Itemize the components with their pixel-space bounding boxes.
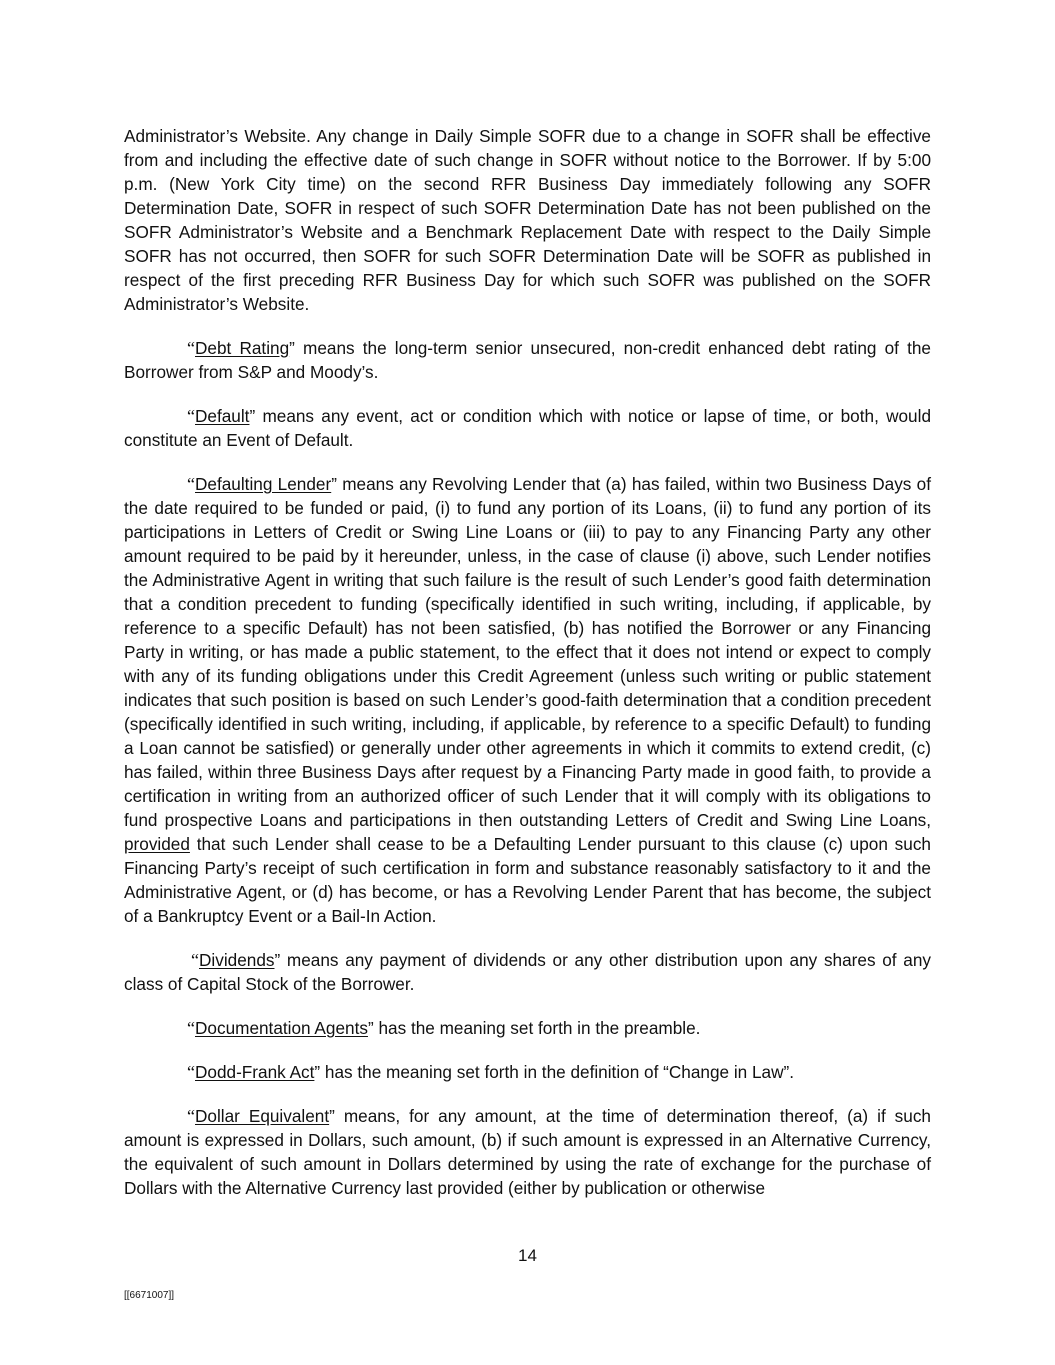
definition-text: ” means the long-term senior unsecured, non-credit enhanced debt rating of the Borrower from S&P and Moody’s.: [124, 338, 931, 382]
definition-documentation-agents: [124, 1016, 931, 1040]
defined-term: Dodd-Frank Act: [195, 1062, 315, 1082]
defined-term: Debt Rating: [195, 338, 290, 358]
definition-text: ” has the meaning set forth in the preamble.: [367, 1018, 701, 1038]
open-quote: “: [187, 406, 195, 426]
defined-term: Dividends: [199, 950, 275, 970]
open-quote: “: [187, 474, 195, 494]
definition-text: ” means any event, act or condition which with notice or lapse of time, or both, would constitute an Event of Default.: [124, 406, 931, 450]
open-quote: “: [187, 1106, 195, 1126]
defined-term: Dollar Equivalent: [195, 1106, 330, 1126]
document-page: [124, 124, 931, 1220]
provided-term: provided: [124, 834, 190, 854]
paragraph-text: Administrator’s Website. Any change in Daily Simple SOFR due to a change in SOFR shall be effective from and including the effective date of such change in SOFR without notice to the Borrower. If by 5:00 p.m. (New York City time) on the second RFR Business Day immediately following any SOFR Determination Date, SOFR in respect of such SOFR Determination Date has not been published on the SOFR Administrator’s Website and a Benchmark Replacement Date with respect to the Daily Simple SOFR has not occurred, then SOFR for such SOFR Determination Date will be SOFR as published in respect of the first preceding RFR Business Day for which such SOFR was published on the SOFR Administrator’s Website.: [124, 126, 931, 314]
defined-term: Documentation Agents: [195, 1018, 368, 1038]
definition-dividends: [124, 948, 931, 996]
definition-default: [124, 404, 931, 452]
defined-term: Defaulting Lender: [195, 474, 332, 494]
definition-text: ” means any Revolving Lender that (a) has failed, within two Business Days of the date required to be funded or paid, (i) to fund any portion of its Loans, (ii) to fund any portion of its participations in Letters of Credit or Swing Line Loans or (iii) to pay to any Financing Party any other amount required to be paid by it hereunder, unless, in the case of clause (i) above, such Lender notifies the Administrative Agent in writing that such failure is the result of such Lender’s good faith determination that a condition precedent to funding (specifically identified in such writing, including, if applicable, by reference to a specific Default) has not been satisfied, (b) has notified the Borrower or any Financing Party in writing, or has made a public statement, to the effect that it does not intend or expect to comply with any of its funding obligations under this Credit Agreement (unless such writing or public statement indicates that such position is based on such Lender’s good-faith determination that a condition precedent (specifically identified in such writing, including, if applicable, by reference to a specific Default) to funding a Loan cannot be satisfied) or generally under other agreements in which it commits to extend credit, (c) has failed, within three Business Days after request by a Financing Party made in good faith, to provide a certification in writing from an authorized officer of such Lender that it will comply with its obligations to fund prospective Loans and participations in then outstanding Letters of Credit and Swing Line Loans,: [124, 474, 932, 830]
page-number: 14: [518, 1246, 537, 1265]
definition-debt-rating: [124, 336, 931, 384]
open-quote: “: [187, 338, 195, 358]
sofr-continuation-paragraph: [124, 124, 931, 316]
definition-dodd-frank-act: [124, 1060, 931, 1084]
open-quote: “: [191, 950, 199, 970]
open-quote: “: [187, 1018, 195, 1038]
definition-text: ” means any payment of dividends or any other distribution upon any shares of any class of Capital Stock of the Borrower.: [124, 950, 931, 994]
definition-text: ” has the meaning set forth in the definition of “Change in Law”.: [314, 1062, 795, 1082]
definition-dollar-equivalent: [124, 1104, 931, 1200]
definition-text: ” means, for any amount, at the time of determination thereof, (a) if such amount is expressed in Dollars, such amount, (b) if such amount is expressed in an Alternative Currency, the equivalent of such amount in Dollars determined by using the rate of exchange for the purchase of Dollars with the Alternative Currency last provided (either by publication or otherwise: [124, 1106, 931, 1198]
definition-defaulting-lender: [124, 472, 931, 928]
document-id: [[6671007]]: [124, 1290, 175, 1301]
open-quote: “: [187, 1062, 195, 1082]
definition-text-continued: that such Lender shall cease to be a Defaulting Lender pursuant to this clause (c) upon such Financing Party’s receipt of such certification in form and substance reasonably satisfactory to it and the Administrative Agent, or (d) has become, or has a Revolving Lender Parent that has become, the subject of a Bankruptcy Event or a Bail-In Action.: [124, 834, 931, 926]
defined-term: Default: [195, 406, 250, 426]
